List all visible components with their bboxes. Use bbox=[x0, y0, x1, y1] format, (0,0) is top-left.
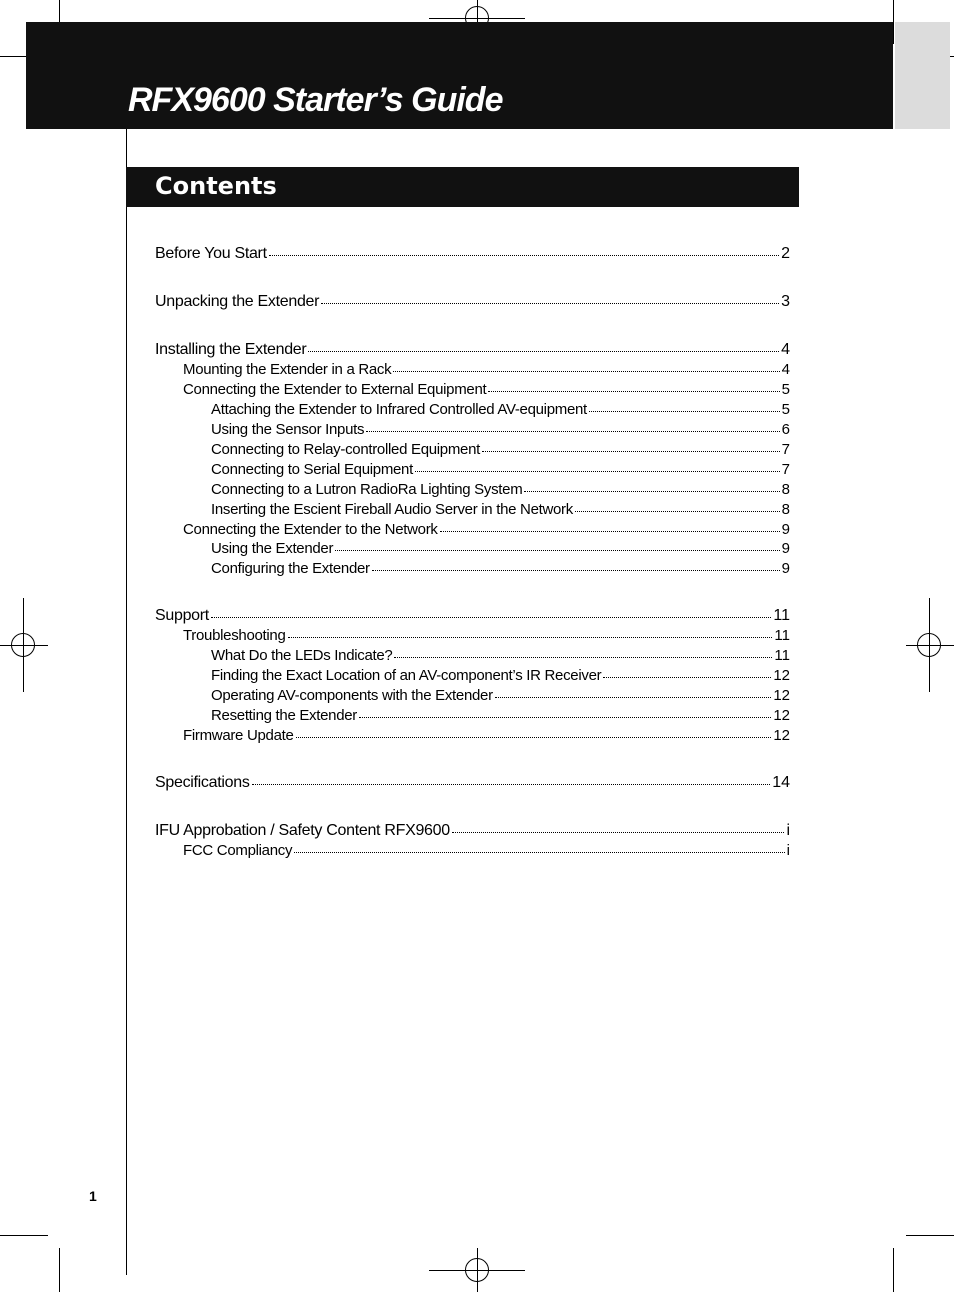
toc-entry-page: 6 bbox=[781, 421, 790, 438]
dot-leader bbox=[366, 431, 779, 432]
toc-entry[interactable] bbox=[155, 441, 790, 458]
toc-entry-page: 9 bbox=[781, 521, 790, 538]
dot-leader bbox=[252, 784, 771, 785]
toc-entry-title: Installing the Extender bbox=[155, 341, 307, 358]
toc-entry[interactable] bbox=[155, 293, 790, 311]
toc-entry-page: 5 bbox=[781, 401, 790, 418]
toc-entry[interactable] bbox=[155, 822, 790, 840]
toc-entry-title: Connecting to Relay-controlled Equipment bbox=[211, 441, 480, 458]
dot-leader bbox=[482, 451, 780, 452]
dot-leader bbox=[440, 531, 780, 532]
toc-entry-title: Inserting the Escient Fireball Audio Server in the Network bbox=[211, 501, 573, 518]
toc-entry-title: Using the Sensor Inputs bbox=[211, 421, 365, 438]
toc-entry-page: 2 bbox=[781, 245, 790, 262]
dot-leader bbox=[211, 617, 771, 618]
dot-leader bbox=[321, 303, 779, 304]
toc-entry-title: Resetting the Extender bbox=[211, 707, 357, 724]
toc-entry-page: 14 bbox=[772, 774, 790, 791]
toc-entry-page: 8 bbox=[781, 481, 790, 498]
toc-entry-title: Connecting the Extender to External Equipment bbox=[183, 381, 487, 398]
toc-entry[interactable] bbox=[155, 667, 790, 684]
dot-leader bbox=[335, 550, 779, 551]
dot-leader bbox=[308, 351, 779, 352]
registration-circle bbox=[917, 633, 941, 657]
toc-entry-page: 9 bbox=[781, 560, 790, 577]
dot-leader bbox=[359, 717, 771, 718]
document-title: RFX9600 Starter’s Guide bbox=[128, 81, 503, 119]
toc-entry[interactable] bbox=[155, 607, 790, 625]
dot-leader bbox=[415, 471, 780, 472]
toc-entry-page: 12 bbox=[773, 727, 790, 744]
dot-leader bbox=[269, 255, 779, 256]
toc-entry-page: 11 bbox=[774, 647, 790, 664]
toc-entry[interactable] bbox=[155, 245, 790, 263]
toc-entry-title: Firmware Update bbox=[183, 727, 294, 744]
toc-entry[interactable] bbox=[155, 341, 790, 359]
toc-entry-page: 11 bbox=[774, 627, 790, 644]
toc-entry-page: 3 bbox=[781, 293, 790, 310]
toc-entry[interactable] bbox=[155, 361, 790, 378]
registration-circle bbox=[465, 1258, 489, 1282]
toc-entry[interactable] bbox=[155, 842, 790, 859]
toc-entry-title: What Do the LEDs Indicate? bbox=[211, 647, 393, 664]
dot-leader bbox=[372, 570, 780, 571]
dot-leader bbox=[393, 371, 779, 372]
toc-entry-page: i bbox=[786, 822, 790, 839]
toc-entry-title: Using the Extender bbox=[211, 540, 334, 557]
dot-leader bbox=[495, 697, 772, 698]
crop-mark bbox=[906, 1235, 954, 1236]
toc-entry[interactable] bbox=[155, 687, 790, 704]
toc-entry[interactable] bbox=[155, 481, 790, 498]
crop-mark bbox=[0, 1235, 48, 1236]
dot-leader bbox=[452, 832, 785, 833]
toc-entry-page: 12 bbox=[773, 707, 790, 724]
dot-leader bbox=[296, 737, 772, 738]
toc-entry-title: Before You Start bbox=[155, 245, 267, 262]
toc-entry-page: i bbox=[786, 842, 790, 859]
toc-entry[interactable] bbox=[155, 560, 790, 577]
toc-entry-page: 9 bbox=[781, 540, 790, 557]
dot-leader bbox=[575, 511, 780, 512]
left-margin-rule bbox=[126, 129, 127, 1275]
toc-entry-title: Connecting to a Lutron RadioRa Lighting System bbox=[211, 481, 523, 498]
dot-leader bbox=[603, 677, 771, 678]
toc-entry-page: 7 bbox=[781, 461, 790, 478]
toc-entry[interactable] bbox=[155, 627, 790, 644]
toc-entry-page: 8 bbox=[781, 501, 790, 518]
toc-entry-title: Connecting to Serial Equipment bbox=[211, 461, 413, 478]
toc-entry-page: 4 bbox=[781, 361, 790, 378]
toc-entry-title: Mounting the Extender in a Rack bbox=[183, 361, 392, 378]
dot-leader bbox=[288, 637, 773, 638]
dot-leader bbox=[294, 852, 784, 853]
toc-entry-title: Connecting the Extender to the Network bbox=[183, 521, 438, 538]
toc-entry-page: 7 bbox=[781, 441, 790, 458]
toc-entry-title: Troubleshooting bbox=[183, 627, 286, 644]
toc-entry-title: Unpacking the Extender bbox=[155, 293, 320, 310]
toc-entry-title: FCC Compliancy bbox=[183, 842, 293, 859]
toc-entry[interactable] bbox=[155, 521, 790, 538]
toc-entry-title: IFU Approbation / Safety Content RFX9600 bbox=[155, 822, 450, 839]
toc-entry[interactable] bbox=[155, 401, 790, 418]
dot-leader bbox=[524, 491, 779, 492]
toc-entry[interactable] bbox=[155, 707, 790, 724]
dot-leader bbox=[394, 657, 772, 658]
toc-entry-page: 12 bbox=[773, 667, 790, 684]
toc-entry[interactable] bbox=[155, 727, 790, 744]
toc-entry[interactable] bbox=[155, 774, 790, 792]
toc-entry[interactable] bbox=[155, 461, 790, 478]
toc-entry-page: 5 bbox=[781, 381, 790, 398]
page-number: 1 bbox=[89, 1188, 97, 1204]
toc-entry-page: 12 bbox=[773, 687, 790, 704]
crop-mark bbox=[893, 0, 894, 44]
toc-entry[interactable] bbox=[155, 501, 790, 518]
registration-circle bbox=[11, 633, 35, 657]
toc-entry-title: Configuring the Extender bbox=[211, 560, 370, 577]
toc-entry-page: 4 bbox=[781, 341, 790, 358]
toc-entry-title: Specifications bbox=[155, 774, 250, 791]
crop-mark bbox=[893, 1248, 894, 1292]
toc-entry-title: Attaching the Extender to Infrared Controlled AV-equipment bbox=[211, 401, 587, 418]
toc-entry[interactable] bbox=[155, 381, 790, 398]
dot-leader bbox=[488, 391, 779, 392]
contents-heading: Contents bbox=[155, 172, 277, 200]
toc-entry[interactable] bbox=[155, 421, 790, 438]
toc-entry[interactable] bbox=[155, 647, 790, 664]
toc-entry[interactable] bbox=[155, 540, 790, 557]
toc-entry-title: Finding the Exact Location of an AV-component’s IR Receiver bbox=[211, 667, 602, 684]
toc-entry-page: 11 bbox=[773, 607, 790, 624]
dot-leader bbox=[589, 411, 780, 412]
crop-mark bbox=[59, 1248, 60, 1292]
toc-entry-title: Operating AV-components with the Extender bbox=[211, 687, 493, 704]
side-tab bbox=[895, 22, 950, 129]
toc-entry-title: Support bbox=[155, 607, 209, 624]
